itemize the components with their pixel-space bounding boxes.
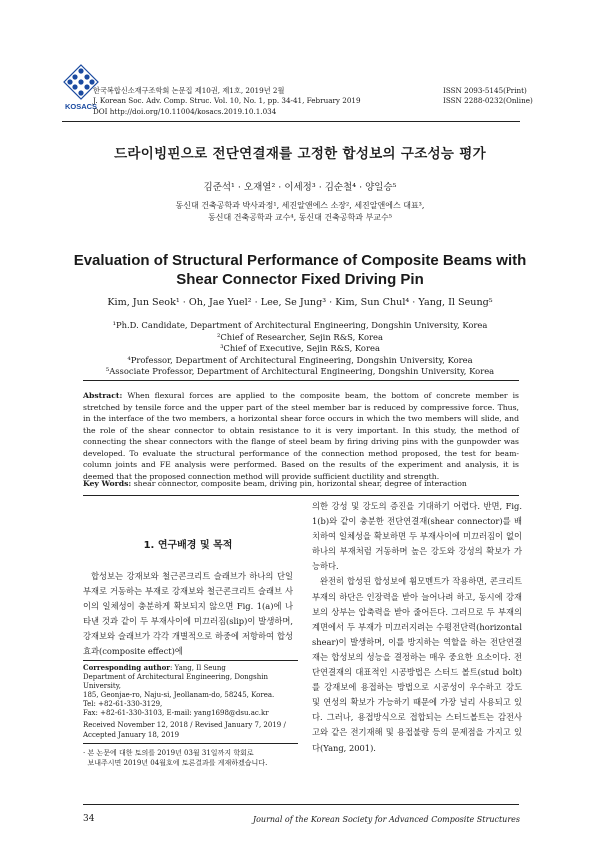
english-affiliation-line: ⁴Professor, Department of Architectural Engineering, Dongshin University, Korea bbox=[127, 354, 473, 365]
doi-link[interactable]: DOI http://doi.org/10.11004/kosacs.2019.10.1.034 bbox=[93, 106, 277, 116]
english-affiliation-line: ¹Ph.D. Candidate, Department of Architectural Engineering, Dongshin University, Korea bbox=[112, 320, 488, 330]
english-affiliation-line: ³Chief of Executive, Sejin R&S, Korea bbox=[220, 343, 380, 354]
corresponding-author-line: 185, Geonjae-ro, Naju-si, Jeollanam-do, 58245, Korea. bbox=[83, 690, 275, 699]
received-line: Accepted January 18, 2019 bbox=[83, 731, 180, 739]
keywords-text: shear connector, composite beam, driving pin, horizontal shear, degree of interaction bbox=[133, 479, 467, 488]
section-heading: 1. 연구배경 및 목적 bbox=[143, 540, 233, 551]
english-authors: Kim, Jun Seok¹ · Oh, Jae Yuel² · Lee, Se Jung³ · Kim, Sun Chul⁴ · Yang, Il Seung⁵ bbox=[107, 297, 493, 308]
corresponding-author-label: Corresponding author bbox=[83, 663, 170, 672]
right-column-body bbox=[312, 499, 522, 756]
journal-name: Journal of the Korean Society for Advanced Composite Structures bbox=[252, 815, 520, 824]
english-affiliations bbox=[0, 320, 600, 378]
korean-affiliation-line: 동신대 건축공학과 박사과정¹, 세진알앤에스 소장², 세진알앤에스 대표³, bbox=[175, 201, 425, 210]
abstract-bottom-rule bbox=[83, 495, 519, 496]
discussion-note bbox=[83, 748, 298, 768]
note-line: 보내주시면 2019년 04월호에 토론결과를 게재하겠습니다. bbox=[83, 759, 268, 767]
corresponding-author-line: Tel: +82-61-330-3129, bbox=[83, 699, 163, 708]
abstract-text: When flexural forces are applied to the composite beam, the bottom of concrete member is stretched by tensile force and the upper part of the steel member bar is reduced by compressive force. Thus, in the interface of the two members, a horizontal shear force occurs in which the two members will slide, and the role of the shear connector to obtain resistance to it is very important. In this study, the method of connecting the shear connectors with the flange of steel beam by firing driving pins with the gunpowder was developed. To evaluate the structural performance of the connection method proposed, the test for beam-column joints and FE analysis were performed. Based on the results of the experiment and analysis, it is deemed that the proposed connection method will provide sufficient ductility and strength. bbox=[83, 391, 519, 481]
received-line: Received November 12, 2018 / Revised January 7, 2019 / bbox=[83, 721, 286, 729]
issn-print: ISSN 2093-5145(Print) bbox=[443, 86, 527, 95]
keywords-label: Key Words: bbox=[83, 479, 132, 488]
korean-authors: 김준석¹ · 오재열² · 이세정³ · 김순철⁴ · 양일승⁵ bbox=[203, 182, 397, 193]
note-rule bbox=[83, 743, 298, 744]
footer-rule bbox=[83, 804, 519, 805]
korean-affiliations bbox=[0, 200, 600, 224]
page-number: 34 bbox=[83, 814, 95, 824]
keywords bbox=[83, 479, 467, 488]
received-dates bbox=[83, 720, 298, 740]
english-title-line: Shear Connector Fixed Driving Pin bbox=[176, 271, 424, 288]
corresponding-author-name: : Yang, Il Seung bbox=[169, 664, 226, 672]
body-paragraph: 합성보는 강재보와 철근콘크리트 슬래브가 하나의 단일부재로 거동하는 부재로 강재보와 철근콘크리트 슬래브 사이의 일체성이 충분하게 확보되지 않으면 Fig. 1(a)에 나타낸 것과 같이 두 부재사이에 미끄러짐(slip)이 발생하며, 강재보와 슬래브가 각각 개별적으로 하중에 저항하여 합성효과(composite effect)에 bbox=[83, 571, 293, 657]
english-title bbox=[0, 251, 600, 289]
abstract-top-rule bbox=[83, 380, 519, 381]
corresponding-author bbox=[83, 664, 298, 717]
issn-online: ISSN 2288-0232(Online) bbox=[443, 96, 533, 106]
corresponding-author-line: Department of Architectural Engineering, Dongshin University, bbox=[83, 672, 268, 690]
abstract bbox=[83, 390, 519, 482]
english-citation: J. Korean Soc. Adv. Comp. Struc. Vol. 10, No. 1, pp. 34-41, February 2019 bbox=[93, 96, 361, 106]
header-rule bbox=[62, 121, 520, 122]
english-affiliation-line: ²Chief of Researcher, Sejin R&S, Korea bbox=[217, 331, 383, 342]
issn-block bbox=[443, 86, 533, 107]
korean-title: 드라이빙핀으로 전단연결재를 고정한 합성보의 구조성능 평가 bbox=[114, 146, 486, 162]
body-paragraph: 의한 강성 및 강도의 증진을 기대하기 어렵다. 반면, Fig. 1(b)와 같이 충분한 전단연결재(shear connector)를 배치하여 일체성을 확보하면 두 부재사이에 미끄러짐이 없이 하나의 부재처럼 거동하며 높은 강도와 강성의 확보가 가능하다. bbox=[312, 501, 522, 572]
korean-affiliation-line: 동신대 건축공학과 교수⁴, 동신대 건축공학과 부교수⁵ bbox=[208, 213, 392, 222]
english-affiliation-line: ⁵Associate Professor, Department of Architectural Engineering, Dongshin University, Korea bbox=[105, 366, 495, 377]
citation-header bbox=[93, 86, 361, 117]
logo-text: KOSACS bbox=[64, 102, 98, 111]
note-line: · 본 논문에 대한 토의를 2019년 03월 31일까지 학회로 bbox=[83, 749, 254, 757]
footnote-rule bbox=[83, 660, 298, 661]
corresponding-author-line: Fax: +82-61-330-3103, E-mail: yang1698@dsu.ac.kr bbox=[83, 708, 269, 717]
korean-citation: 한국복합신소재구조학회 논문집 제10권, 제1호, 2019년 2월 bbox=[93, 86, 285, 95]
english-title-line: Evaluation of Structural Performance of Composite Beams with bbox=[73, 252, 527, 269]
left-column-body bbox=[83, 569, 293, 660]
abstract-label: Abstract: bbox=[83, 391, 123, 400]
body-paragraph: 완전히 합성된 합성보에 휨모멘트가 작용하면, 콘크리트 부재의 하단은 인장력을 받아 늘어나려 하고, 동시에 강재보의 상부는 압축력을 받아 줄어든다. 그러므로 두 부재의 계면에서 두 부재가 미끄러지려는 수평전단력(horizontal shear)이 발생하며, 이를 방지하는 역할을 하는 전단연결재는 합성보의 성능을 결정하는 매우 중요한 요소이다. 전단연결재의 대표적인 시공방법은 스터드 볼트(stud bolt)를 강재보에 용접하는 방법으로 시공성이 우수하고 강도 및 연성의 확보가 가능하기 때문에 가장 널리 사용되고 있다. 그러나, 용접방식으로 접합되는 스터드볼트는 감전사고와 같은 전기재해 및 용접불량 등의 문제점을 가지고 있다(Yang, 2001). bbox=[312, 576, 522, 753]
